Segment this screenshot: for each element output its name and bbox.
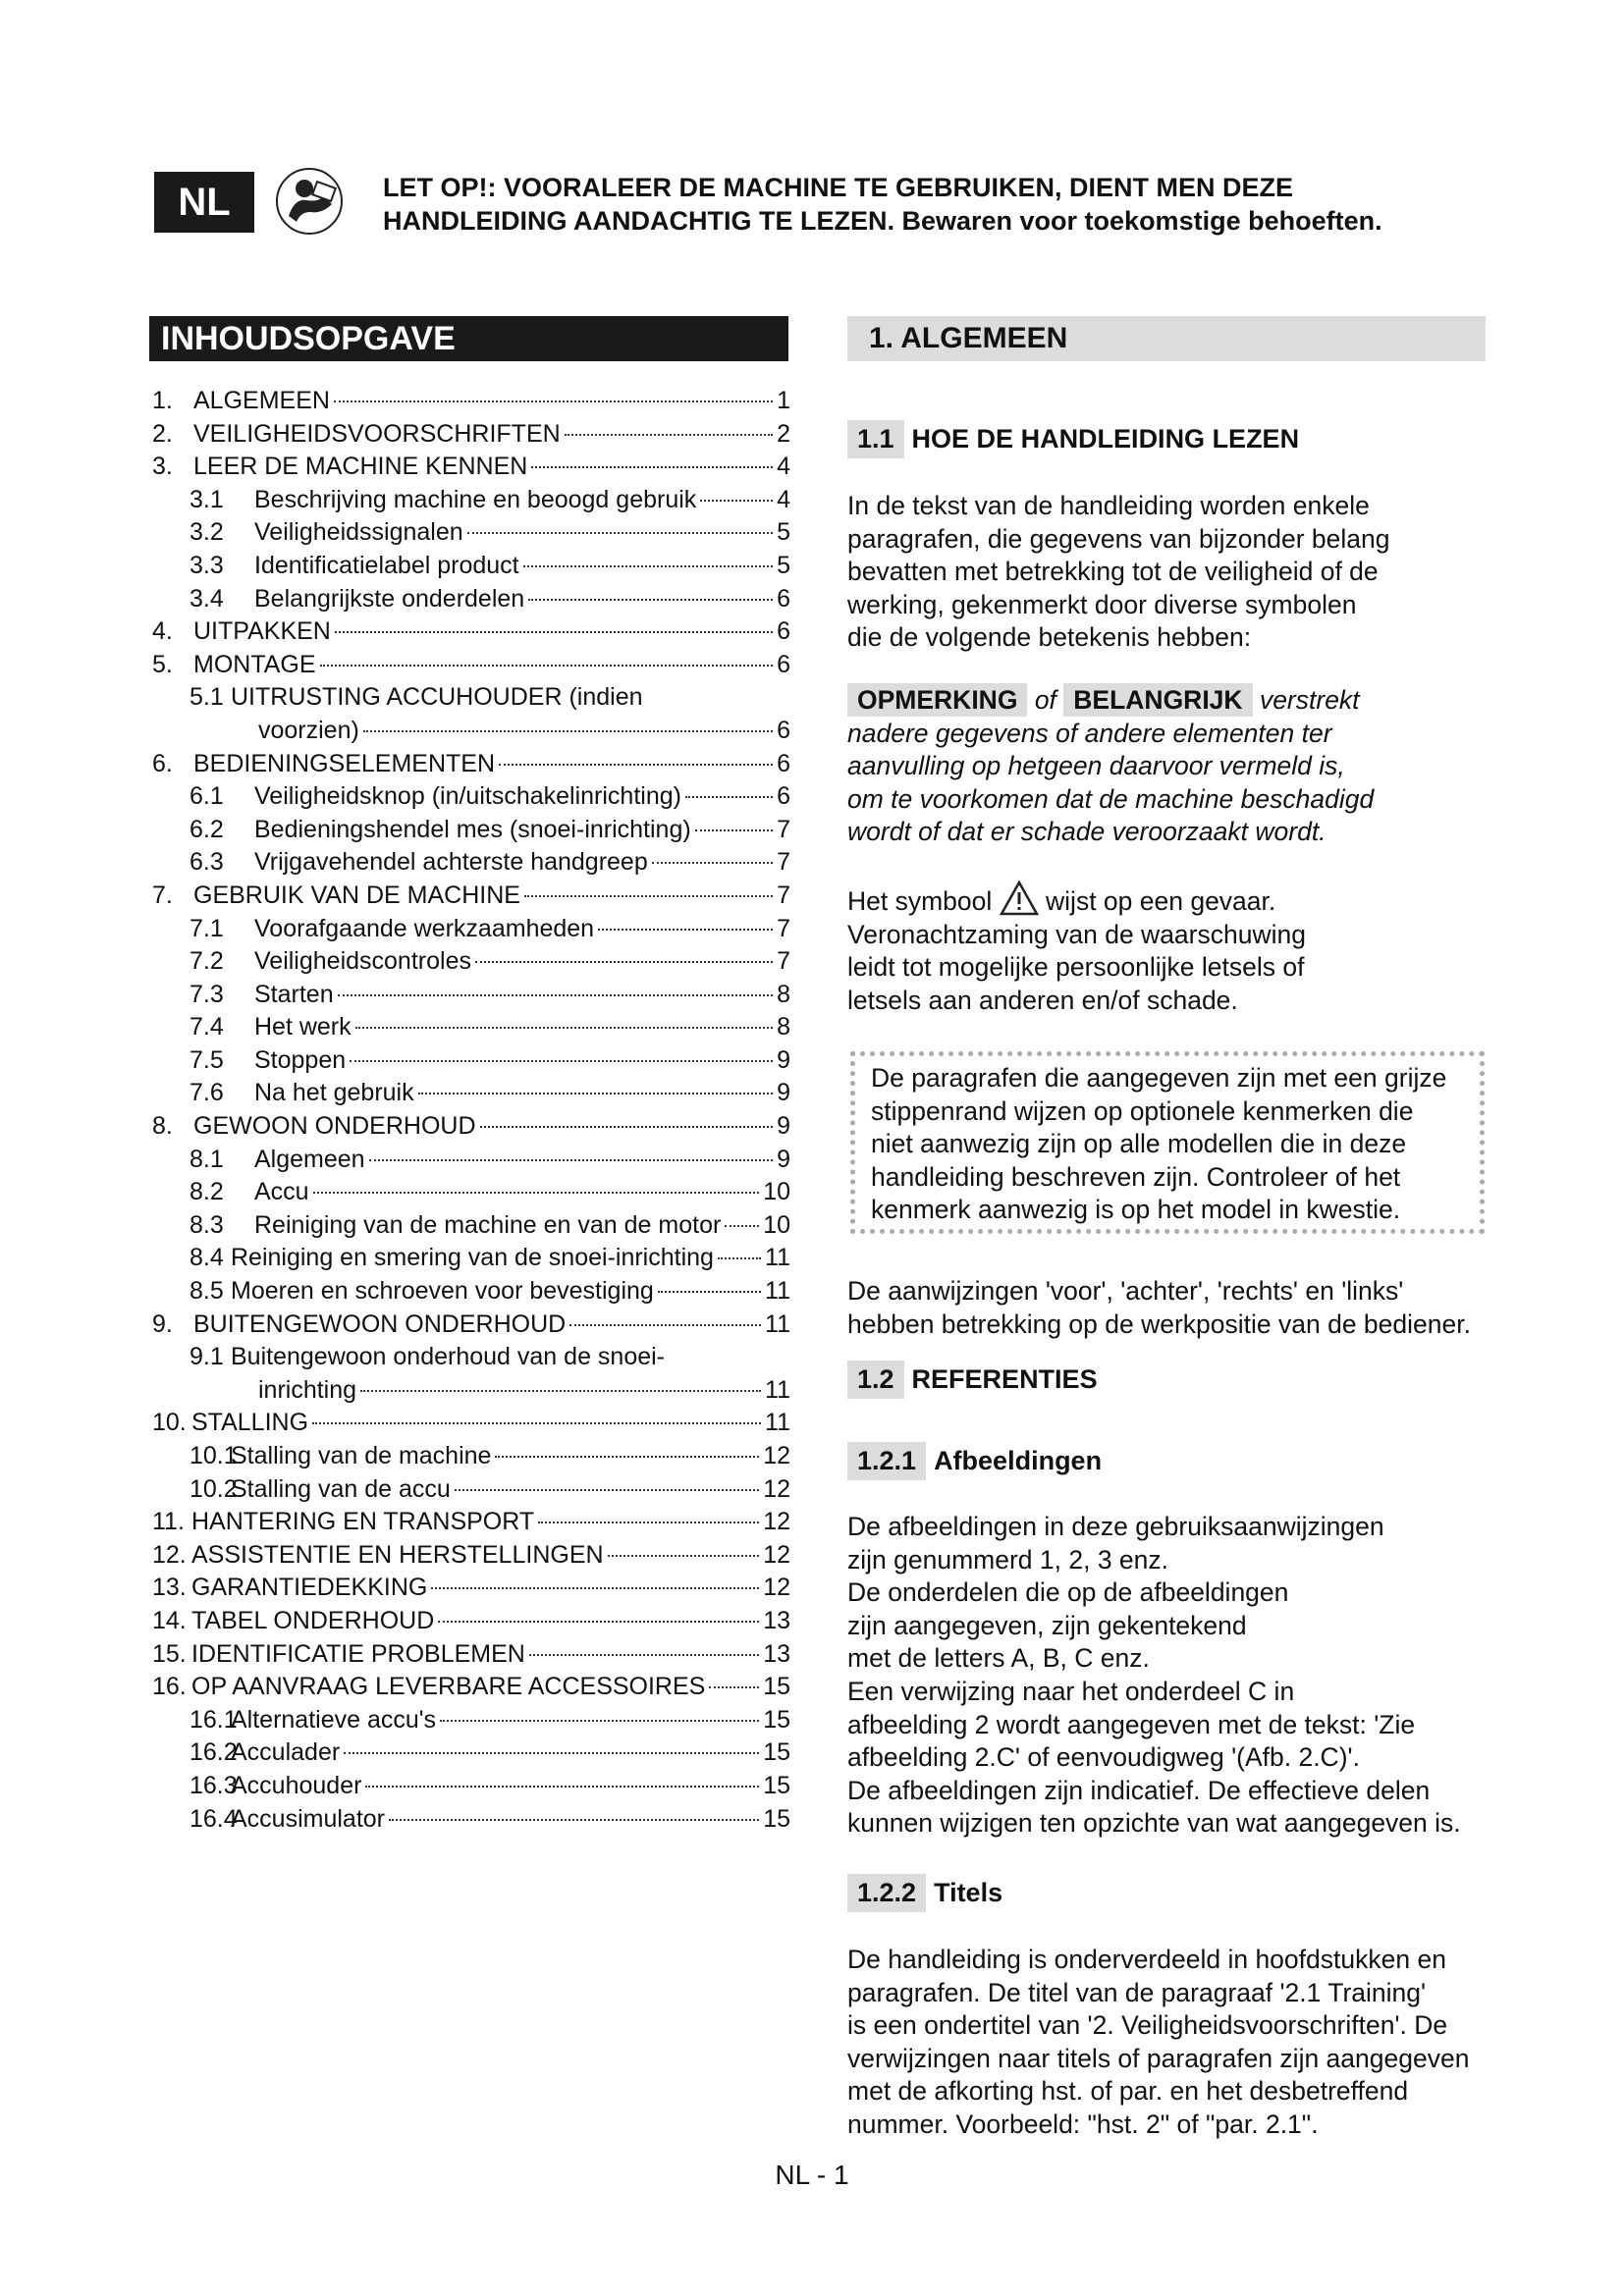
text-line: paragrafen, die gegevens van bijzonder belang	[847, 523, 1390, 554]
toc-page: 7	[777, 881, 790, 909]
text-line: De aanwijzingen 'voor', 'achter', 'rechts' en 'links'	[847, 1276, 1404, 1306]
toc-label: Vrijgavehendel achterste handgreep	[254, 848, 648, 877]
warning-line-2: HANDLEIDING AANDACHTIG TE LEZEN. Bewaren voor toekomstige behoeften.	[383, 206, 1382, 236]
heading-1-2-2	[847, 1874, 1002, 1912]
toc-entry	[152, 814, 790, 847]
toc-entry	[152, 1473, 790, 1507]
toc-number: 2.	[152, 419, 173, 448]
toc-label: BUITENGEWOON ONDERHOUD	[193, 1309, 567, 1338]
toc-leader	[608, 1555, 760, 1557]
toc-number: 10.	[152, 1409, 187, 1437]
text-line: De afbeeldingen zijn indicatief. De effectieve delen	[847, 1775, 1431, 1805]
toc-leader	[523, 565, 773, 567]
text-line: stippenrand wijzen op optionele kenmerken die	[871, 1095, 1414, 1126]
safety-warning	[383, 171, 1483, 238]
toc-entry	[152, 1044, 790, 1078]
toc-page: 5	[777, 518, 790, 547]
toc-page: 10	[763, 1210, 790, 1239]
toc-label: GEBRUIK VAN DE MACHINE	[193, 881, 520, 909]
toc-entry	[152, 913, 790, 946]
toc-leader	[480, 1126, 774, 1128]
toc-entry	[152, 1539, 790, 1573]
toc-leader	[369, 1159, 774, 1161]
heading-1-2-1	[847, 1442, 1102, 1480]
toc-page: 12	[763, 1474, 790, 1503]
toc-number: 7.1	[189, 914, 224, 942]
toc-leader	[338, 994, 773, 996]
toc-entry	[152, 1638, 790, 1672]
toc-label: TABEL ONDERHOUD	[191, 1606, 435, 1634]
toc-label: Veiligheidsknop (in/uitschakelinrichting)	[254, 782, 681, 811]
toc-page: 1	[777, 387, 790, 414]
toc-number: 6.2	[189, 815, 224, 843]
toc-entry	[152, 550, 790, 583]
heading-number: 1.2.2	[847, 1874, 926, 1912]
toc-label: IDENTIFICATIE PROBLEMEN	[191, 1639, 525, 1668]
text-line: letsels aan anderen en/of schade.	[847, 985, 1238, 1015]
toc-number: 9.	[152, 1309, 173, 1338]
symbol-paragraph	[847, 881, 1495, 1017]
toc-number: 3.4	[189, 584, 224, 613]
toc-number: 3.2	[189, 518, 224, 547]
toc-entry	[152, 1736, 790, 1770]
toc-number: 8.4	[189, 1244, 224, 1272]
toc-entry	[152, 1176, 790, 1209]
toc-leader	[569, 1324, 761, 1326]
toc-label: Acculader	[231, 1738, 341, 1767]
toc-label: Accuhouder	[231, 1771, 362, 1799]
text-line: handleiding beschreven zijn. Controleer of het	[871, 1161, 1401, 1192]
toc-number: 15.	[152, 1639, 187, 1668]
toc-number: 11.	[152, 1508, 185, 1536]
toc-number: 13.	[152, 1574, 187, 1602]
toc-label: inrichting	[258, 1375, 357, 1404]
heading-title: REFERENTIES	[911, 1364, 1098, 1394]
toc-label: Reiniging en smering van de snoei-inrichting	[231, 1244, 714, 1272]
text-line: afbeelding 2 wordt aangegeven met de tekst: 'Zie	[847, 1709, 1416, 1739]
toc-leader	[455, 1489, 759, 1491]
toc-entry	[152, 1770, 790, 1803]
toc-page: 6	[777, 650, 790, 678]
toc-page: 9	[777, 1079, 790, 1107]
toc-number: 7.	[152, 881, 173, 909]
toc-leader	[344, 1752, 759, 1754]
toc-leader	[475, 961, 773, 963]
toc-leader	[320, 665, 774, 667]
toc-leader	[389, 1819, 759, 1821]
text-line: In de tekst van de handleiding worden enkele	[847, 491, 1370, 520]
toc-number: 7.2	[189, 947, 224, 976]
toc-label: Identificatielabel product	[254, 551, 519, 579]
toc-leader	[363, 730, 773, 732]
toc-leader	[531, 466, 773, 468]
note-paragraph	[847, 684, 1486, 849]
toc-number: 5.	[152, 650, 173, 678]
direction-paragraph	[847, 1275, 1495, 1341]
toc-number: 5.1	[189, 683, 224, 712]
toc-page: 10	[763, 1178, 790, 1206]
toc-number: 6.	[152, 749, 173, 777]
text-line: wordt of dat er schade veroorzaakt wordt.	[847, 817, 1326, 847]
toc-page: 11	[765, 1309, 790, 1338]
toc-entry	[152, 846, 790, 880]
warning-line-1: LET OP!: VOORALEER DE MACHINE TE GEBRUIKEN, DIENT MEN DEZE	[383, 173, 1294, 202]
toc-entry	[152, 1308, 790, 1342]
toc-leader	[418, 1093, 773, 1095]
toc-number: 8.3	[189, 1210, 224, 1239]
toc-entry	[152, 945, 790, 979]
toc-label: Algemeen	[254, 1145, 365, 1173]
toc-leader	[695, 829, 773, 831]
toc-label: OP AANVRAAG LEVERBARE ACCESSOIRES	[191, 1673, 706, 1701]
toc-page: 6	[777, 716, 790, 744]
toc-label: UITPAKKEN	[193, 617, 331, 646]
toc-leader	[312, 1422, 761, 1424]
toc-entry	[152, 649, 790, 682]
toc-page: 12	[763, 1540, 790, 1569]
toc-label: VEILIGHEIDSVOORSCHRIFTEN	[193, 419, 561, 448]
toc-entry	[152, 385, 790, 418]
toc-label: voorzien)	[258, 716, 359, 744]
toc-number: 7.3	[189, 980, 224, 1008]
toc-leader	[528, 599, 773, 601]
toc-number: 6.3	[189, 848, 224, 877]
toc-entry	[152, 1275, 790, 1308]
text-line: om te voorkomen dat de machine beschadigd	[847, 783, 1375, 814]
toc-entry	[152, 516, 790, 550]
toc-page: 13	[763, 1606, 790, 1634]
toc-page: 9	[777, 1145, 790, 1173]
toc-entry	[152, 1506, 790, 1539]
paragraph-intro	[847, 490, 1495, 655]
toc-leader	[524, 895, 773, 897]
belangrijk-tag: BELANGRIJK	[1063, 683, 1252, 717]
toc-label: STALLING	[191, 1409, 309, 1437]
toc-entry	[152, 1704, 790, 1737]
language-badge: NL	[154, 172, 254, 233]
toc-page: 9	[777, 1112, 790, 1141]
optional-feature-box	[850, 1051, 1485, 1234]
toc-leader	[529, 1654, 759, 1656]
toc-page: 7	[777, 914, 790, 942]
text-line: Een verwijzing naar het onderdeel C in	[847, 1676, 1295, 1706]
toc-label: ALGEMEEN	[193, 387, 330, 414]
toc-page: 12	[763, 1442, 790, 1469]
text-line: afbeelding 2.C' of eenvoudigweg '(Afb. 2.C)'.	[847, 1742, 1360, 1773]
symbol-post: wijst op een gevaar.	[1046, 886, 1276, 916]
toc-leader	[313, 1192, 760, 1194]
toc-page: 6	[777, 782, 790, 811]
toc-number: 3.	[152, 453, 173, 481]
heading-number: 1.1	[847, 420, 904, 458]
toc-page: 15	[763, 1673, 790, 1701]
toc-leader	[565, 434, 773, 436]
text-line: bevatten met betrekking tot de veiligheid of de	[847, 557, 1379, 587]
toc-entry	[152, 418, 790, 452]
toc-entry	[152, 1803, 790, 1837]
toc-number: 16.2	[189, 1738, 238, 1767]
toc-leader	[652, 862, 773, 864]
toc-label: GEWOON ONDERHOUD	[193, 1112, 476, 1141]
toc-leader	[360, 1390, 761, 1392]
toc-label: Bedieningshendel mes (snoei-inrichting)	[254, 815, 691, 843]
heading-number: 1.2	[847, 1361, 904, 1399]
toc-entry	[152, 583, 790, 616]
toc-page: 11	[765, 1244, 790, 1272]
toc-label: Stalling van de accu	[231, 1474, 451, 1503]
toc-leader	[495, 1456, 759, 1458]
toc-label: Stalling van de machine	[231, 1442, 492, 1469]
toc-number: 1.	[152, 387, 173, 414]
toc-entry	[152, 1242, 790, 1275]
toc-page: 15	[763, 1804, 790, 1833]
toc-label: Na het gebruik	[254, 1079, 414, 1107]
heading-title: HOE DE HANDLEIDING LEZEN	[911, 424, 1300, 454]
toc-label: Accu	[254, 1178, 309, 1206]
toc-page: 4	[777, 485, 790, 513]
heading-1-1	[847, 420, 1299, 458]
toc-label: Belangrijkste onderdelen	[254, 584, 525, 613]
toc-page: 6	[777, 584, 790, 613]
heading-title: Afbeeldingen	[934, 1446, 1103, 1475]
symbol-pre: Het symbool	[847, 886, 993, 916]
toc-label: UITRUSTING ACCUHOUDER (indien	[231, 683, 643, 712]
text-line: De handleiding is onderverdeeld in hoofdstukken en	[847, 1945, 1446, 1974]
figures-paragraph	[847, 1511, 1495, 1841]
toc-label: Veiligheidssignalen	[254, 518, 463, 547]
text-line: nummer. Voorbeeld: "hst. 2" of "par. 2.1".	[847, 2109, 1319, 2139]
toc-number: 7.6	[189, 1079, 224, 1107]
toc-leader	[440, 1720, 759, 1722]
toc-number: 12.	[152, 1540, 187, 1569]
toc-leader	[467, 532, 773, 534]
toc-page: 6	[777, 749, 790, 777]
toc-entry	[152, 1671, 790, 1704]
toc-entry	[152, 615, 790, 649]
text-line: niet aanwezig zijn op alle modellen die in deze	[871, 1129, 1407, 1159]
toc-page: 15	[763, 1705, 790, 1734]
toc-number: 4.	[152, 617, 173, 646]
toc-entry	[152, 880, 790, 913]
text-line: kenmerk aanwezig is op het model in kwestie.	[871, 1195, 1401, 1225]
text-line: leidt tot mogelijke persoonlijke letsels of	[847, 952, 1305, 983]
toc-number: 16.3	[189, 1771, 238, 1799]
toc-number: 10.2	[189, 1474, 238, 1503]
toc-label: Reiniging van de machine en van de motor	[254, 1210, 722, 1239]
toc-label: Moeren en schroeven voor bevestiging	[231, 1277, 654, 1306]
toc-page: 2	[777, 419, 790, 448]
note-first-tail: verstrekt	[1259, 685, 1360, 715]
text-line: De afbeeldingen in deze gebruiksaanwijzingen	[847, 1512, 1384, 1541]
toc-page: 12	[763, 1508, 790, 1536]
toc-number: 10.1	[189, 1442, 238, 1469]
text-line: met de afkorting hst. of par. en het desbetreffend	[847, 2076, 1409, 2107]
toc-entry	[152, 1374, 790, 1408]
toc-leader	[725, 1225, 759, 1227]
toc-page: 7	[777, 815, 790, 843]
toc-number: 6.1	[189, 782, 224, 811]
toc-label: Voorafgaande werkzaamheden	[254, 914, 595, 942]
toc-page: 7	[777, 848, 790, 877]
text-line: is een ondertitel van '2. Veiligheidsvoorschriften'. De	[847, 2010, 1448, 2041]
toc-number: 8.2	[189, 1178, 224, 1206]
toc-number: 8.5	[189, 1277, 224, 1306]
text-line: hebben betrekking op de werkpositie van de bediener.	[847, 1308, 1471, 1339]
toc-page: 12	[763, 1574, 790, 1602]
toc-page: 8	[777, 980, 790, 1008]
toc-entry	[152, 1407, 790, 1440]
toc-entry	[152, 1110, 790, 1144]
text-line: zijn genummerd 1, 2, 3 enz.	[847, 1544, 1169, 1575]
toc-page: 5	[777, 551, 790, 579]
toc-label: Accusimulator	[231, 1804, 385, 1833]
toc-title: INHOUDSOPGAVE	[149, 316, 788, 361]
toc-entry	[152, 1144, 790, 1177]
toc-page: 6	[777, 617, 790, 646]
toc-page: 15	[763, 1771, 790, 1799]
heading-1-2	[847, 1361, 1098, 1399]
toc-label: Buitengewoon onderhoud van de snoei-	[231, 1343, 666, 1371]
toc-entry	[152, 780, 790, 814]
text-line: zijn aangegeven, zijn gekentekend	[847, 1610, 1247, 1640]
text-line: die de volgende betekenis hebben:	[847, 622, 1252, 653]
toc-leader	[350, 1060, 773, 1062]
toc-entry	[152, 484, 790, 517]
text-line: met de letters A, B, C enz.	[847, 1643, 1150, 1674]
toc-label: Starten	[254, 980, 334, 1008]
text-line: De paragrafen die aangegeven zijn met een grijze	[871, 1063, 1447, 1093]
text-line: De onderdelen die op de afbeeldingen	[847, 1577, 1289, 1608]
toc-page: 11	[765, 1375, 790, 1404]
toc-leader	[658, 1291, 761, 1293]
toc-leader	[598, 929, 773, 931]
toc-leader	[438, 1621, 759, 1623]
toc-page: 11	[765, 1409, 790, 1437]
toc-label: GARANTIEDEKKING	[191, 1574, 428, 1602]
toc-number: 16.1	[189, 1705, 238, 1734]
toc-label: Het werk	[254, 1013, 352, 1041]
note-of: of	[1034, 685, 1056, 715]
toc-leader	[718, 1257, 761, 1259]
toc-label: Alternatieve accu's	[231, 1705, 437, 1734]
toc-entry	[152, 1209, 790, 1243]
toc-label: MONTAGE	[193, 650, 316, 678]
toc-leader	[499, 764, 773, 766]
toc-number: 8.1	[189, 1145, 224, 1173]
toc-number: 14.	[152, 1606, 187, 1634]
toc-entry	[152, 1077, 790, 1110]
toc-leader	[431, 1587, 759, 1589]
toc-page: 8	[777, 1013, 790, 1041]
toc-number: 9.1	[189, 1343, 224, 1371]
toc-label: BEDIENINGSELEMENTEN	[193, 749, 496, 777]
toc-leader	[335, 631, 773, 633]
toc-number: 16.	[152, 1673, 187, 1701]
toc-label: Beschrijving machine en beoogd gebruik	[254, 485, 697, 513]
toc-entry	[152, 1572, 790, 1605]
toc-page: 13	[763, 1639, 790, 1668]
heading-number: 1.2.1	[847, 1442, 926, 1480]
text-line: verwijzingen naar titels of paragrafen zijn aangegeven	[847, 2043, 1470, 2073]
toc-label: Veiligheidscontroles	[254, 947, 471, 976]
toc-entry	[152, 1605, 790, 1638]
toc-number: 16.4	[189, 1804, 238, 1833]
toc-label: HANTERING EN TRANSPORT	[191, 1508, 535, 1536]
toc-page: 11	[765, 1277, 790, 1306]
heading-title: Titels	[934, 1878, 1003, 1907]
toc-leader	[709, 1686, 759, 1688]
text-line: paragrafen. De titel van de paragraaf '2.1 Training'	[847, 1977, 1427, 2007]
text-line: Veronachtzaming van de waarschuwing	[847, 919, 1306, 949]
toc-number: 7.5	[189, 1045, 224, 1074]
toc-page: 7	[777, 947, 790, 976]
toc-number: 3.3	[189, 551, 224, 579]
toc-number: 3.1	[189, 485, 224, 513]
page-number: NL - 1	[775, 2160, 849, 2190]
toc-page: 4	[777, 453, 790, 481]
toc-entry	[152, 1341, 790, 1374]
toc-leader	[355, 1027, 773, 1029]
toc-entry	[152, 1440, 790, 1473]
titles-paragraph	[847, 1944, 1495, 2142]
toc-label: ASSISTENTIE EN HERSTELLINGEN	[191, 1540, 604, 1569]
text-line: aanvulling op hetgeen daarvoor vermeld is,	[847, 751, 1345, 781]
toc-leader	[700, 500, 773, 502]
toc-page: 9	[777, 1045, 790, 1074]
toc-leader	[685, 796, 773, 798]
toc-entry	[152, 748, 790, 781]
toc-entry	[152, 1011, 790, 1044]
toc-entry	[152, 715, 790, 748]
toc-number: 7.4	[189, 1013, 224, 1041]
text-line: werking, gekenmerkt door diverse symbolen	[847, 589, 1357, 619]
toc-label: LEER DE MACHINE KENNEN	[193, 453, 528, 481]
warning-triangle-icon	[1000, 881, 1039, 916]
toc-page: 15	[763, 1738, 790, 1767]
toc-number: 8.	[152, 1112, 173, 1141]
toc-entry	[152, 681, 790, 715]
toc-entry	[152, 979, 790, 1012]
toc-leader	[538, 1522, 759, 1523]
table-of-contents	[152, 385, 790, 1836]
text-line: nadere gegevens of andere elementen ter	[847, 718, 1332, 748]
toc-leader	[334, 400, 773, 402]
read-manual-icon	[275, 167, 344, 236]
toc-label: Stoppen	[254, 1045, 347, 1074]
toc-entry	[152, 451, 790, 484]
section-heading-algemeen: 1. ALGEMEEN	[847, 316, 1486, 361]
opmerking-tag: OPMERKING	[847, 683, 1027, 717]
toc-leader	[365, 1786, 759, 1788]
text-line: kunnen wijzigen ten opzichte van wat aangegeven is.	[847, 1808, 1461, 1839]
